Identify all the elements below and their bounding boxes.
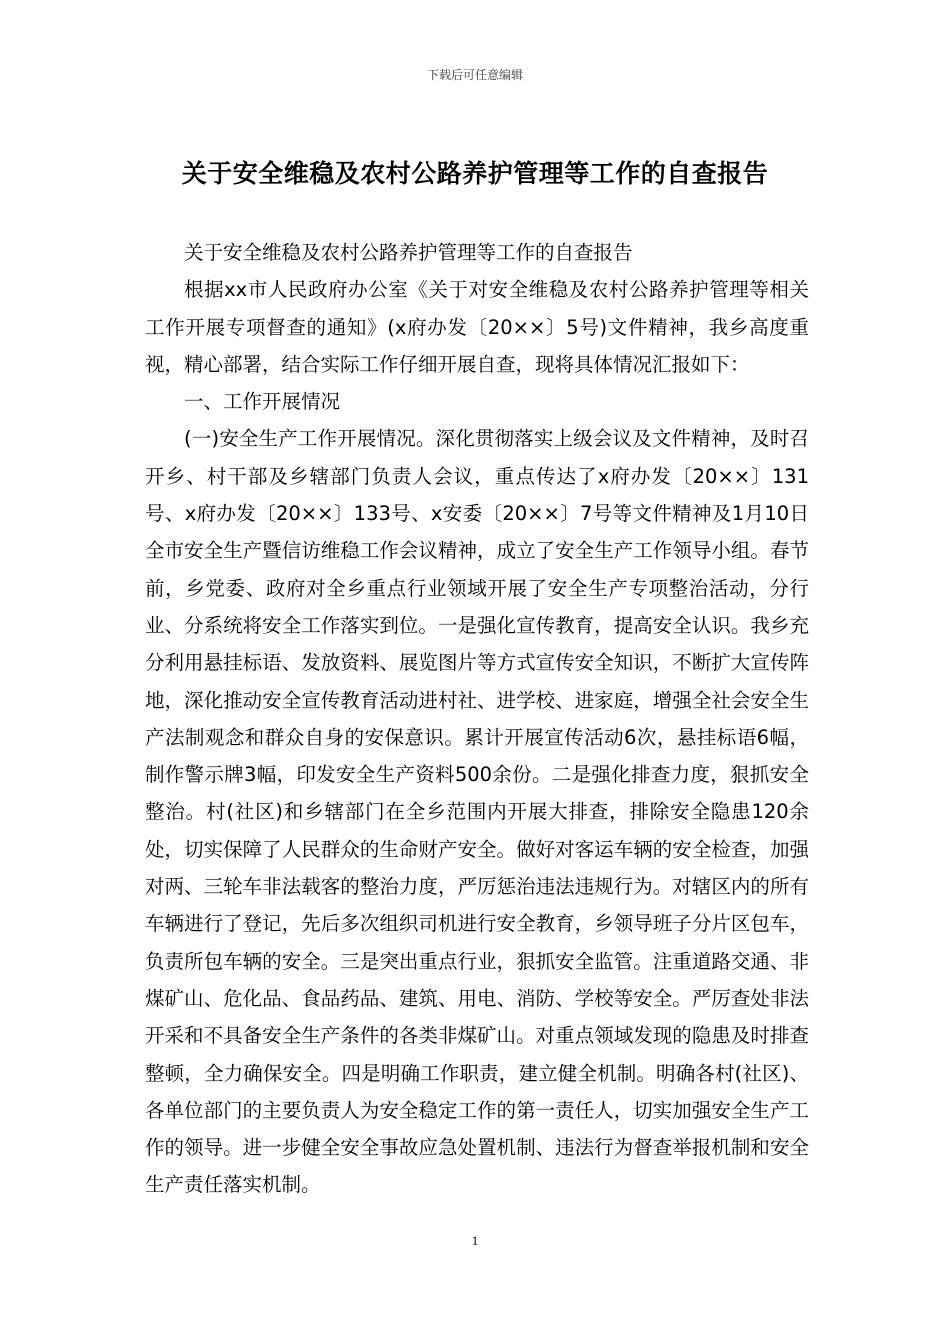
document-body [145, 234, 809, 1204]
section-heading: 一、工作开展情况 [184, 390, 341, 414]
page-number: 1 [471, 1233, 479, 1248]
paragraph-safety-production: (一)安全生产工作开展情况。深化贯彻落实上级会议及文件精神，及时召开乡、村干部及乡辖部门负责人会议，重点传达了x府办发〔20××〕131号、x府办发〔20××〕133号、x安委〔20××〕7号等文件精神及1月10日全市安全生产暨信访维稳工作会议精神，成立了安全生产工作领导小组。春节前，乡党委、政府对全乡重点行业领域开展了安全生产专项整治活动，分行业、分系统将安全工作落实到位。一是强化宣传教育，提高安全认识。我乡充分利用悬挂标语、发放资料、展览图片等方式宣传安全知识，不断扩大宣传阵地，深化推动安全宣传教育活动进村社、进学校、进家庭，增强全社会安全生产法制观念和群众自身的安保意识。累计开展宣传活动6次，悬挂标语6幅，制作警示牌3幅，印发安全生产资料500余份。二是强化排查力度，狠抓安全整治。村(社区)和乡辖部门在全乡范围内开展大排查，排除安全隐患120余处，切实保障了人民群众的生命财产安全。做好对客运车辆的安全检查，加强对两、三轮车非法载客的整治力度，严厉惩治违法违规行为。对辖区内的所有车辆进行了登记，先后多次组织司机进行安全教育，乡领导班子分片区包车，负责所包车辆的安全。三是突出重点行业，狠抓安全监管。注重道路交通、非煤矿山、危化品、食品药品、建筑、用电、消防、学校等安全。严厉查处非法开采和不具备安全生产条件的各类非煤矿山。对重点领域发现的隐患及时排查整顿，全力确保安全。四是明确工作职责，建立健全机制。明确各村(社区)、各单位部门的主要负责人为安全稳定工作的第一责任人，切实加强安全生产工作的领导。进一步健全安全事故应急处置机制、违法行为督查举报机制和安全生产责任落实机制。 [145, 427, 809, 1197]
page-header: 下载后可任意编辑 [426, 68, 523, 82]
paragraph-subtitle: 关于安全维稳及农村公路养护管理等工作的自查报告 [184, 241, 633, 264]
paragraph-intro: 根据xx市人民政府办公室《关于对安全维稳及农村公路养护管理等相关工作开展专项督查的通知》(x府办发〔20××〕5号)文件精神，我乡高度重视，精心部署，结合实际工作仔细开展自查，现将具体情况汇报如下： [145, 278, 809, 376]
document-title: 关于安全维稳及农村公路养护管理等工作的自查报告 [181, 159, 769, 188]
